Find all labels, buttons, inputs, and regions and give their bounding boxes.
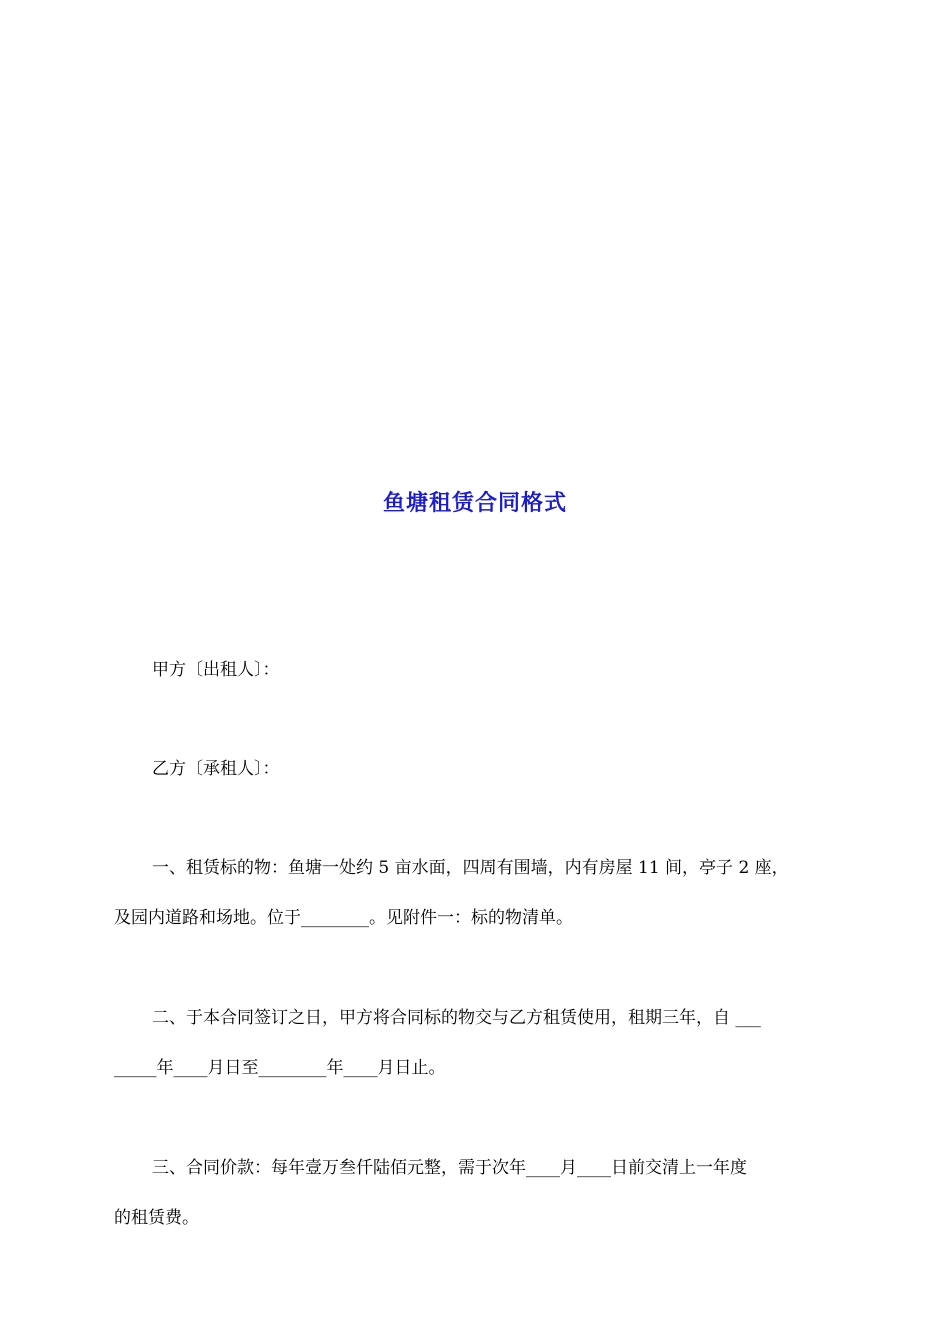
clause-2-line-2: _____年____月日至________年____月日止。: [114, 1058, 446, 1078]
document-title: 鱼塘租赁合同格式: [382, 491, 567, 516]
clause-1-line-2: 及园内道路和场地。位于________。见附件一：标的物清单。: [114, 908, 573, 928]
party-a-label: 甲方〔出租人〕：: [152, 660, 280, 680]
clause-1-line-1: 一、租赁标的物：鱼塘一处约 5 亩水面，四周有围墙，内有房屋 11 间，亭子 2 座，: [152, 858, 789, 878]
clause-3-line-2: 的租赁费。: [114, 1208, 199, 1228]
clause-3-line-1: 三、合同价款：每年壹万叁仟陆佰元整，需于次年____月____日前交清上一年度: [152, 1158, 747, 1178]
clause-2-line-1: 二、于本合同签订之日，甲方将合同标的物交与乙方租赁使用，租期三年，自 ___: [152, 1008, 761, 1028]
party-b-label: 乙方〔承租人〕：: [152, 759, 280, 779]
